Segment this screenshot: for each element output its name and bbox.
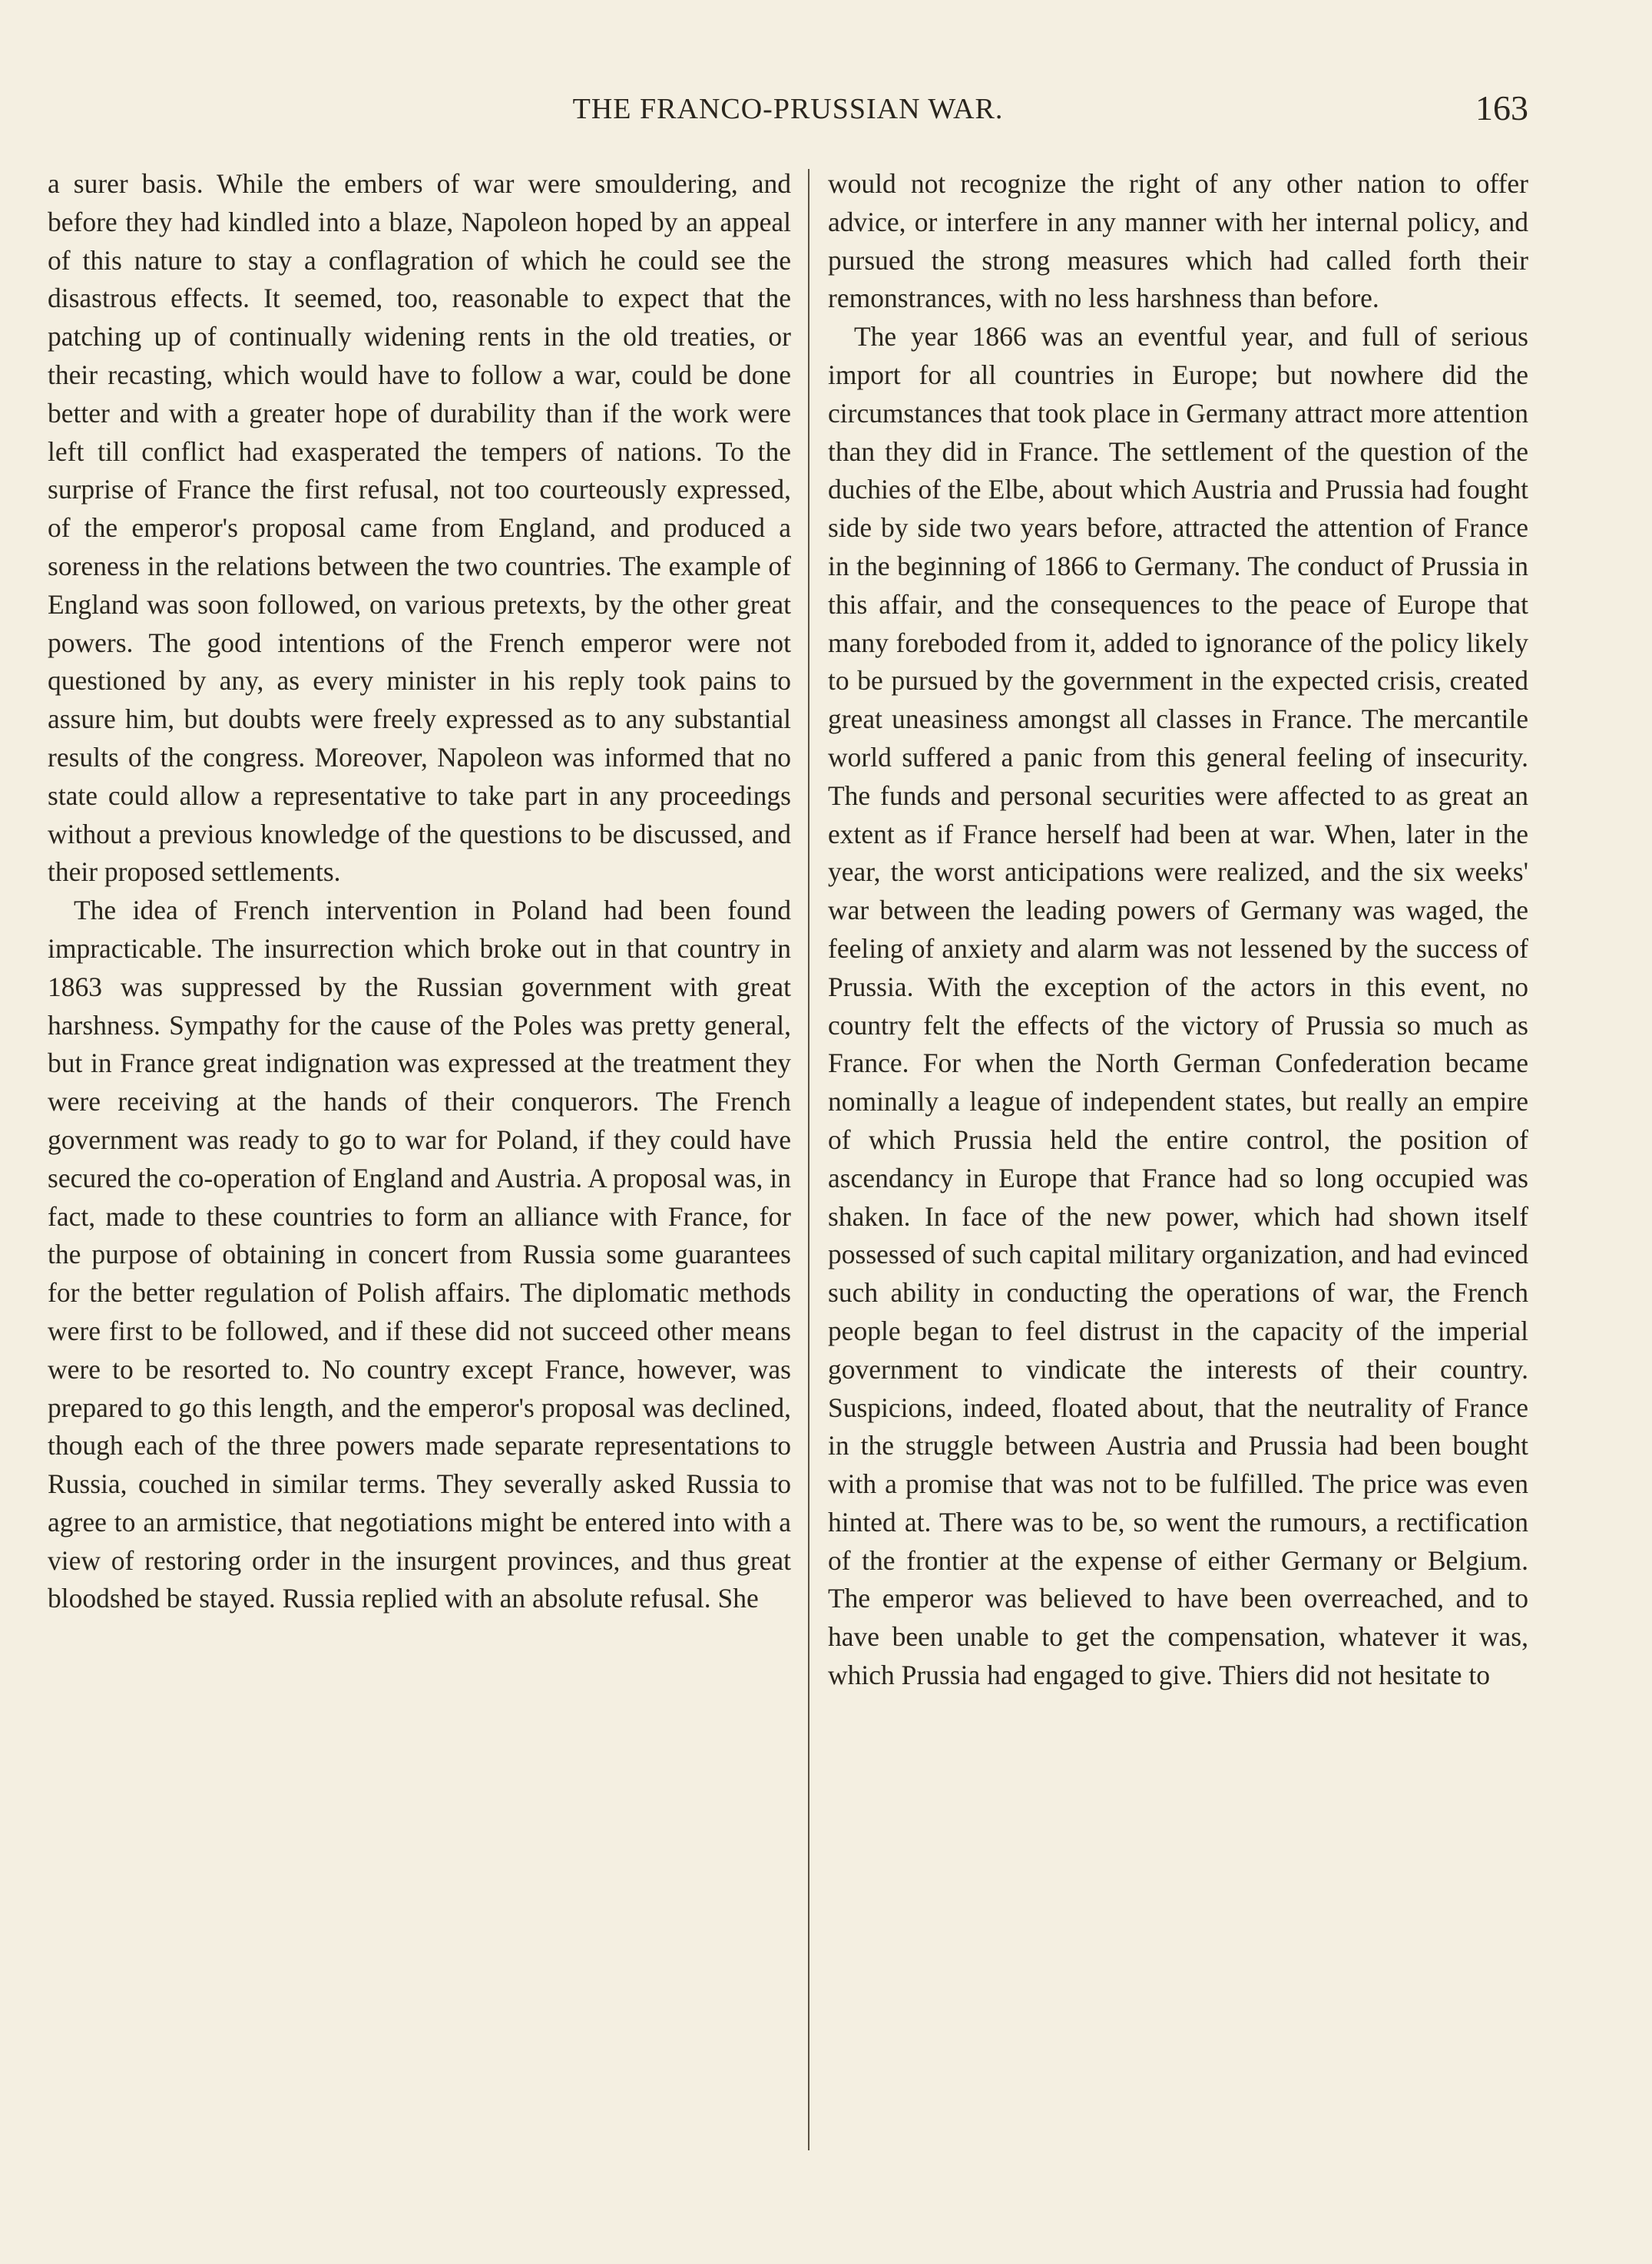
paragraph: would not recognize the right of any other nation to offer advice, or interfere in any manner with her internal policy, and pursued the strong measures which had called forth their remonstrances, with no less harshness than before. — [828, 168, 1528, 314]
page-number: 163 — [1475, 88, 1528, 127]
running-title: THE FRANCO-PRUSSIAN WAR. — [572, 93, 1004, 125]
paragraph: a surer basis. While the embers of war were smouldering, and before they had kindled into a blaze, Napoleon hoped by an appeal of this nature to stay a conflagration of which he could see the disastrous effects. It seemed, too, reasonable to expect that the patching up of continually widening rents in the old treaties, or their recasting, which would have to follow a war, could be done better and with a greater hope of durability than if the work were left till conflict had exasperated the tempers of nations. To the surprise of France the first refusal, not too courteously expressed, of the emperor's proposal came from England, and produced a soreness in the relations between the two countries. The example of England was soon followed, on various pretexts, by the other great powers. The good intentions of the French emperor were not questioned by any, as every minister in his reply took pains to assure him, but doubts were freely expressed as to any substantial results of the congress. Moreover, Napoleon was informed that no state could allow a representative to take part in any proceedings without a previous knowledge of the questions to be discussed, and their proposed settlements. — [48, 168, 791, 888]
paragraph: The year 1866 was an eventful year, and full of serious import for all countries in Europe; but nowhere did the circumstances that took place in Germany attract more attention than they did in France. The settlement of the question of the duchies of the Elbe, about which Austria and Prussia had fought side by side two years before, attracted the attention of France in the beginning of 1866 to Germany. The conduct of Prussia in this affair, and the consequences to the peace of Europe that many foreboded from it, added to ignorance of the policy likely to be pursued by the government in the expected crisis, created great uneasiness amongst all classes in France. The mercantile world suffered a panic from this general feeling of insecurity. The funds and personal securities were affected to as great an extent as if France herself had been at war. When, later in the year, the worst anticipations were realized, and the six weeks' war between the leading powers of Germany was waged, the feeling of anxiety and alarm was not lessened by the success of Prussia. With the exception of the actors in this event, no country felt the effects of the victory of Prussia so much as France. For when the North German Confederation became nominally a league of independent states, but really an empire of which Prussia held the entire control, the position of ascendancy in Europe that France had so long occupied was shaken. In face of the new power, which had shown itself possessed of such capital military organization, and had evinced such ability in conducting the operations of war, the French people began to feel distrust in the capacity of the imperial government to vindicate the interests of their country. Suspicions, indeed, floated about, that the neutrality of France in the struggle between Austria and Prussia had been bought with a promise that was not to be fulfilled. The price was even hinted at. There was to be, so went the rumours, a rectification of the frontier at the expense of either Germany or Belgium. The emperor was believed to have been overreached, and to have been unable to get the compensation, whatever it was, which Prussia had engaged to give. Thiers did not hesitate to — [828, 321, 1528, 1691]
right-column — [828, 165, 1528, 1695]
paragraph: The idea of French intervention in Poland had been found impracticable. The insurrection which broke out in that country in 1863 was suppressed by the Russian government with great harshness. Sympathy for the cause of the Poles was pretty general, but in France great indignation was expressed at the treatment they were receiving at the hands of their conquerors. The French government was ready to go to war for Poland, if they could have secured the co-operation of England and Austria. A proposal was, in fact, made to these countries to form an alliance with France, for the purpose of obtaining in concert from Russia some guarantees for the better regulation of Polish affairs. The diplomatic methods were first to be followed, and if these did not succeed other means were to be resorted to. No country except France, however, was prepared to go this length, and the emperor's proposal was declined, though each of the three powers made separate representations to Russia, couched in similar terms. They severally asked Russia to agree to an armistice, that negotiations might be entered into with a view of restoring order in the insurgent provinces, and thus great bloodshed be stayed. Russia replied with an absolute refusal. She — [48, 895, 791, 1614]
left-column — [48, 165, 791, 1618]
page-header — [48, 88, 1528, 137]
column-divider — [808, 169, 809, 2150]
